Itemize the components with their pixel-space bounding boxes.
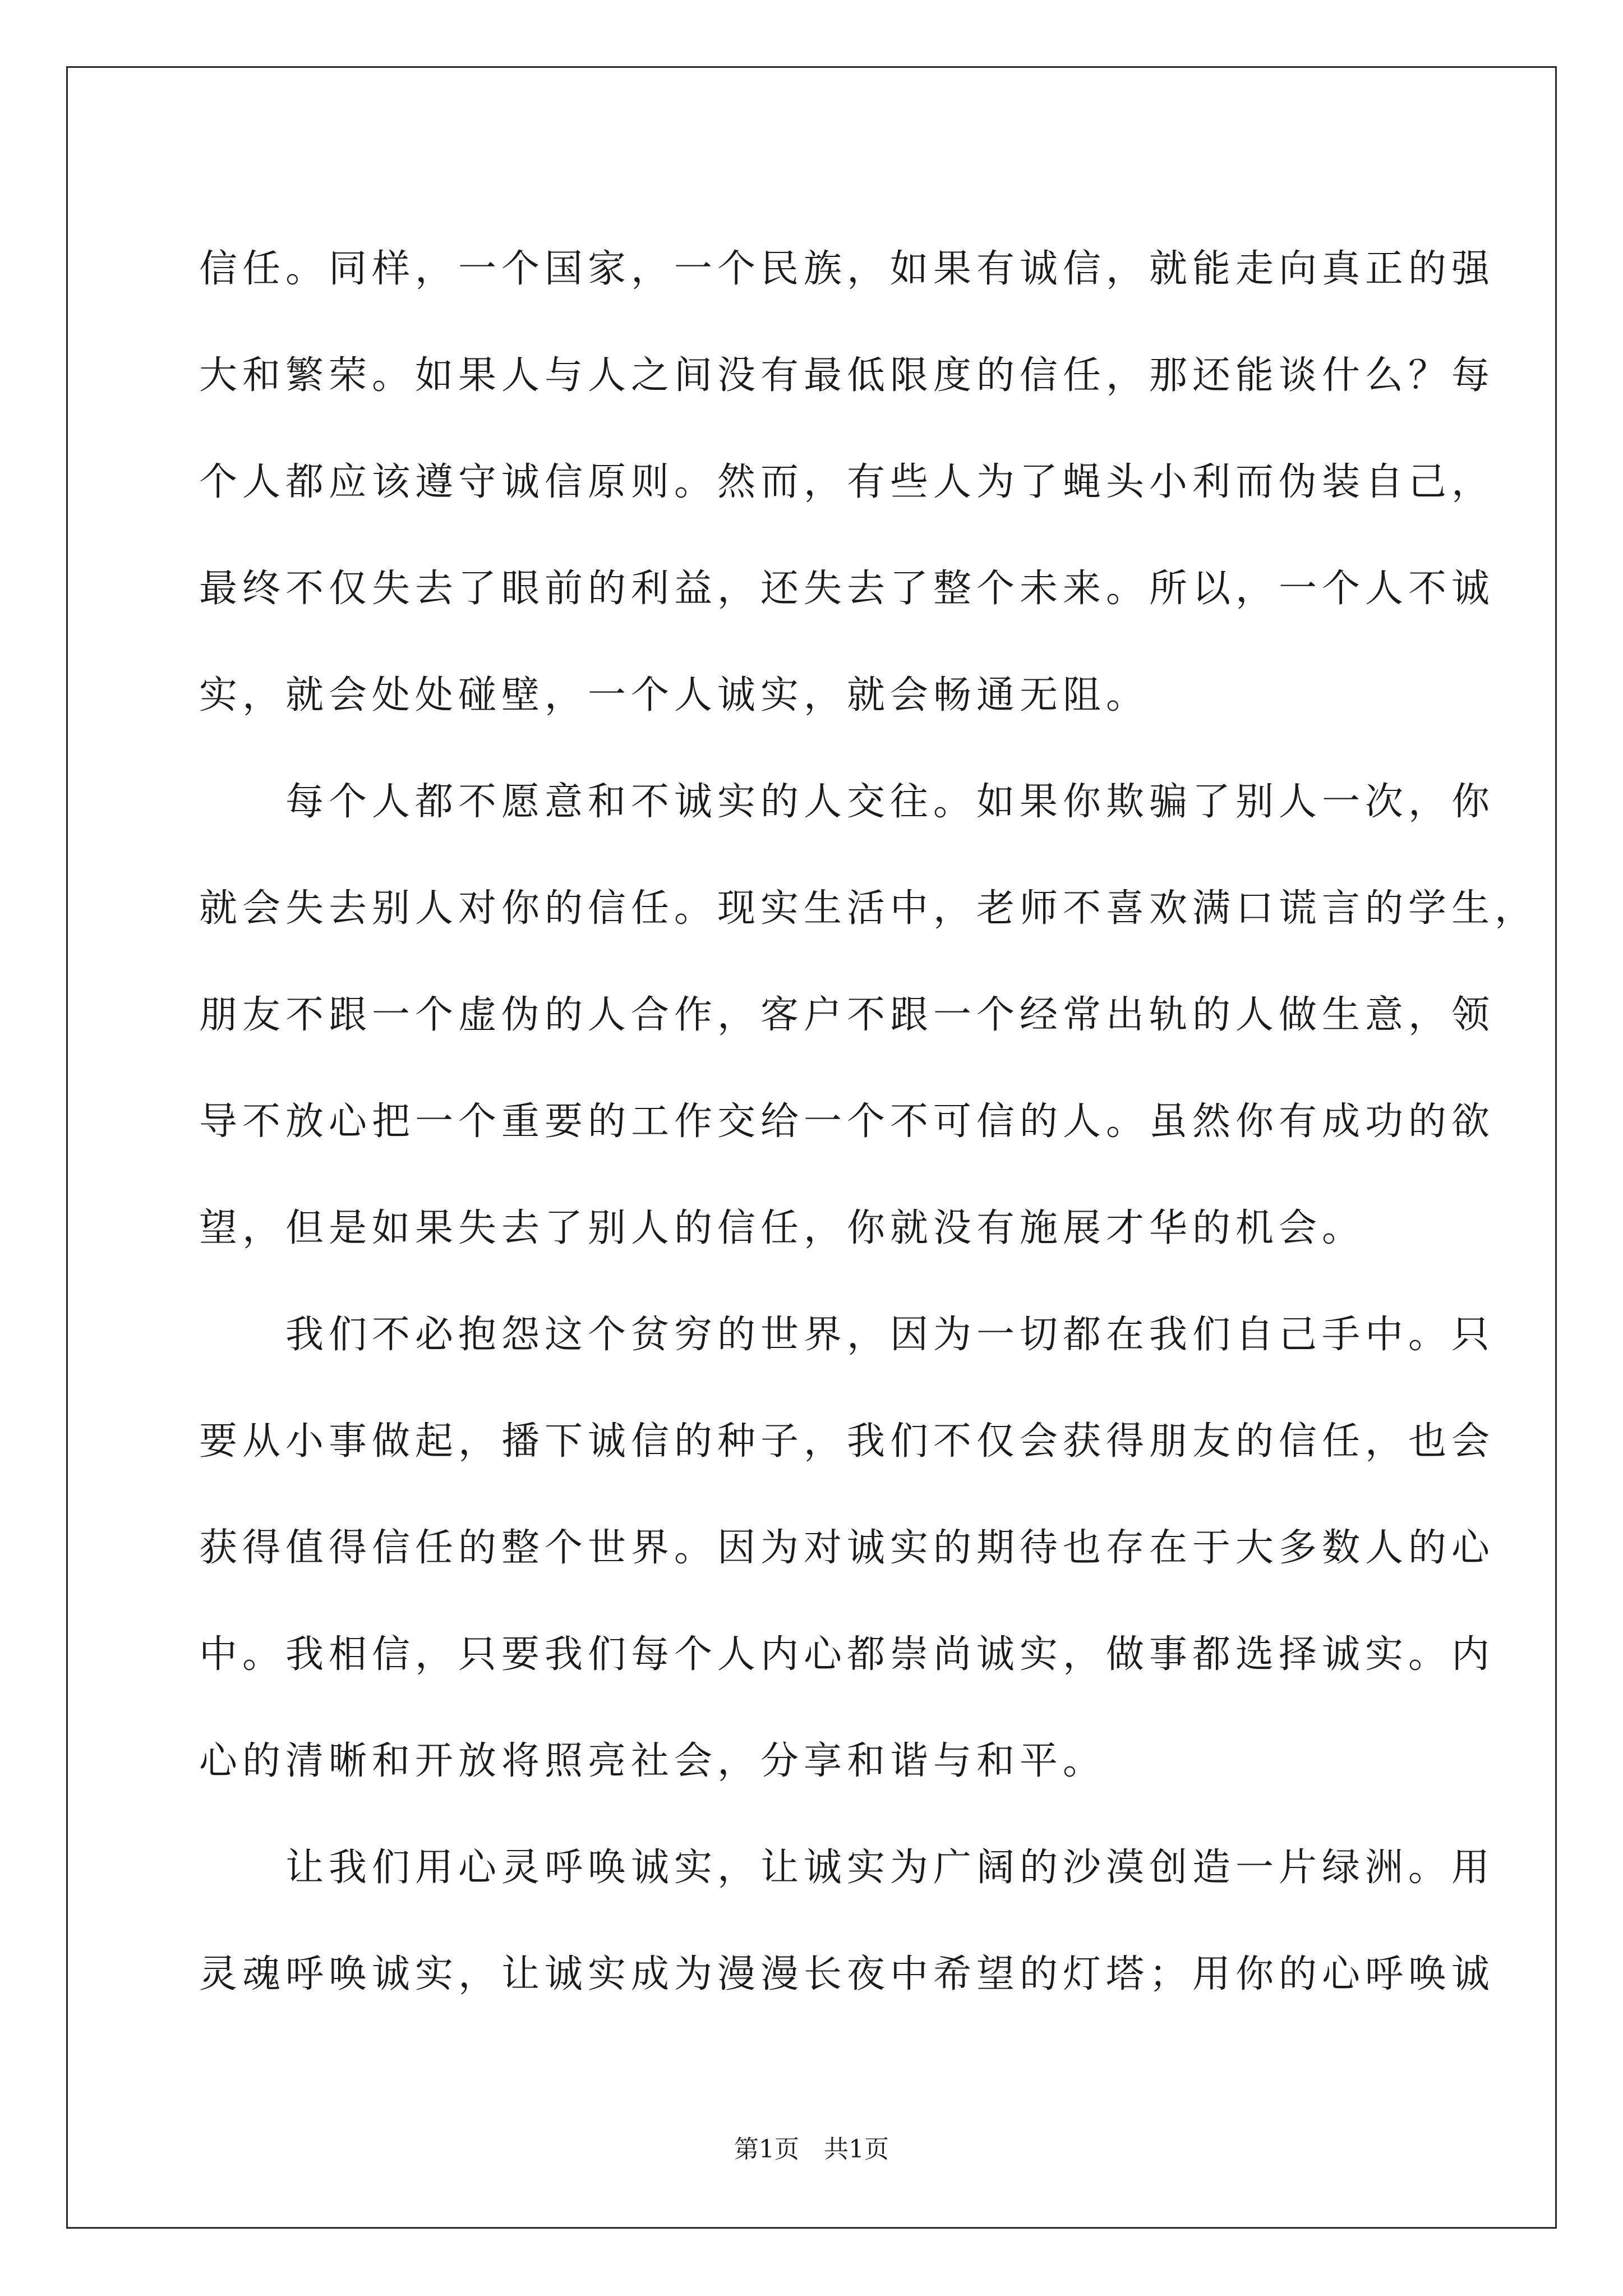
text-line: 心的清晰和开放将照亮社会，分享和谐与和平。	[199, 1739, 1106, 1783]
text-line: 大和繁荣。如果人与人之间没有最低限度的信任，那还能谈什么？每	[199, 353, 1495, 398]
page-total: 共1页	[824, 2135, 889, 2164]
text-line: 导不放心把一个重要的工作交给一个不可信的人。虽然你有成功的欲	[199, 1099, 1495, 1144]
page-footer	[0, 2129, 1623, 2165]
text-line: 让我们用心灵呼唤诚实，让诚实为广阔的沙漠创造一片绿洲。用	[199, 1846, 1495, 1890]
text-line: 朋友不跟一个虚伪的人合作，客户不跟一个经常出轨的人做生意，领	[199, 993, 1495, 1037]
text-line: 就会失去别人对你的信任。现实生活中，老师不喜欢满口谎言的学生，	[199, 886, 1538, 931]
text-line: 获得值得信任的整个世界。因为对诚实的期待也存在于大多数人的心	[199, 1526, 1495, 1570]
text-line: 我们不必抱怨这个贫穷的世界，因为一切都在我们自己手中。只	[199, 1313, 1495, 1357]
document-body	[199, 216, 1538, 2028]
text-line: 实，就会处处碰壁，一个人诚实，就会畅通无阻。	[199, 673, 1150, 717]
page-number: 第1页	[734, 2135, 799, 2164]
text-line: 每个人都不愿意和不诚实的人交往。如果你欺骗了别人一次，你	[199, 780, 1495, 824]
text-line: 最终不仅失去了眼前的利益，还失去了整个未来。所以，一个人不诚	[199, 567, 1495, 611]
text-line: 望，但是如果失去了别人的信任，你就没有施展才华的机会。	[199, 1206, 1366, 1250]
text-line: 灵魂呼唤诚实，让诚实成为漫漫长夜中希望的灯塔；用你的心呼唤诚	[199, 1952, 1495, 1996]
text-line: 要从小事做起，播下诚信的种子，我们不仅会获得朋友的信任，也会	[199, 1419, 1495, 1464]
text-line: 中。我相信，只要我们每个人内心都崇尚诚实，做事都选择诚实。内	[199, 1632, 1495, 1677]
text-line: 信任。同样，一个国家，一个民族，如果有诚信，就能走向真正的强	[199, 247, 1495, 291]
text-line: 个人都应该遵守诚信原则。然而，有些人为了蝇头小利而伪装自己，	[199, 460, 1495, 504]
